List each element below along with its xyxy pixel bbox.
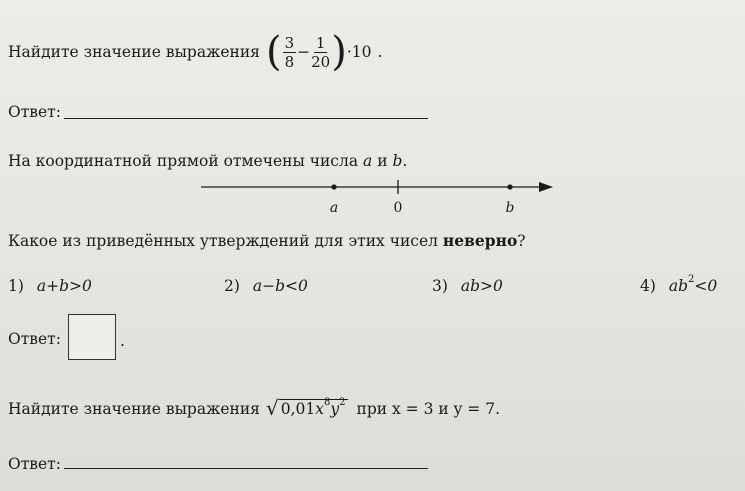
radicand-x-exp: 8 — [323, 396, 331, 408]
option-4-expr-sup: 2 — [688, 274, 695, 285]
frac1-den: 8 — [284, 52, 295, 71]
fraction-1-20 — [311, 34, 330, 71]
answer2-label: Ответ: — [8, 330, 61, 348]
task2-var-b: b — [392, 152, 403, 170]
question-bold: неверно — [442, 231, 518, 250]
radicand-y-exp: 2 — [339, 396, 346, 408]
task3-prompt: Найдите значение выражения — [8, 400, 260, 418]
option-4-num: 4) — [640, 277, 656, 296]
option-3-expr: ab>0 — [460, 277, 503, 295]
minus-sign: − — [297, 43, 311, 61]
answer3-line[interactable] — [64, 468, 428, 469]
option-1-expr: a+b>0 — [36, 277, 92, 295]
task3-statement — [8, 398, 500, 418]
frac2-den: 20 — [311, 52, 331, 71]
left-paren: ( — [265, 29, 282, 75]
right-paren: ) — [331, 29, 347, 75]
task1-statement — [8, 28, 382, 76]
option-3[interactable] — [432, 277, 503, 295]
option-1[interactable] — [8, 277, 92, 295]
number-line-arrow — [539, 182, 553, 192]
task2-question — [8, 231, 526, 250]
answer1-line[interactable] — [64, 118, 428, 119]
task2-intro-text: На координатной прямой отмечены числа — [8, 152, 359, 170]
task2-and: и — [377, 152, 388, 170]
frac1-num: 3 — [284, 33, 295, 52]
task2-dot: . — [402, 152, 408, 170]
frac2-num: 1 — [315, 33, 326, 52]
option-4-expr-rest: <0 — [694, 277, 718, 296]
fraction-3-8 — [283, 34, 297, 71]
option-2[interactable] — [224, 277, 308, 295]
option-3-num: 3) — [432, 277, 448, 295]
option-4[interactable] — [640, 274, 718, 296]
point-b — [507, 184, 512, 189]
point-a — [331, 184, 336, 189]
sqrt-radicand — [279, 396, 349, 418]
task1-prompt: Найдите значение выражения — [8, 43, 260, 61]
option-2-num: 2) — [224, 277, 240, 295]
option-1-num: 1) — [8, 277, 24, 295]
label-a: a — [329, 200, 339, 216]
radicand-x: x — [315, 400, 324, 418]
number-line — [195, 174, 560, 222]
task2-intro — [8, 152, 407, 170]
question-text: Какое из приведённых утверждений для этих чисел — [8, 232, 438, 250]
answer1-label: Ответ: — [8, 103, 61, 121]
task2-var-a: a — [363, 152, 373, 170]
answer2-end: . — [120, 332, 125, 350]
sqrt-symbol: √ — [265, 396, 279, 420]
question-end: ? — [517, 232, 526, 250]
option-4-expr-base: ab — [668, 277, 689, 296]
answer2-box[interactable] — [68, 314, 116, 360]
times-ten: ·10 — [346, 43, 372, 61]
radicand-y: y — [330, 400, 340, 418]
label-zero: 0 — [393, 200, 403, 216]
task3-condition: при x = 3 и y = 7. — [356, 400, 501, 418]
option-2-expr: a−b<0 — [252, 277, 308, 295]
task1-end: . — [377, 43, 383, 61]
answer3-label: Ответ: — [8, 455, 61, 473]
radicand-coef: 0,01 — [280, 400, 316, 418]
label-b: b — [505, 200, 515, 216]
